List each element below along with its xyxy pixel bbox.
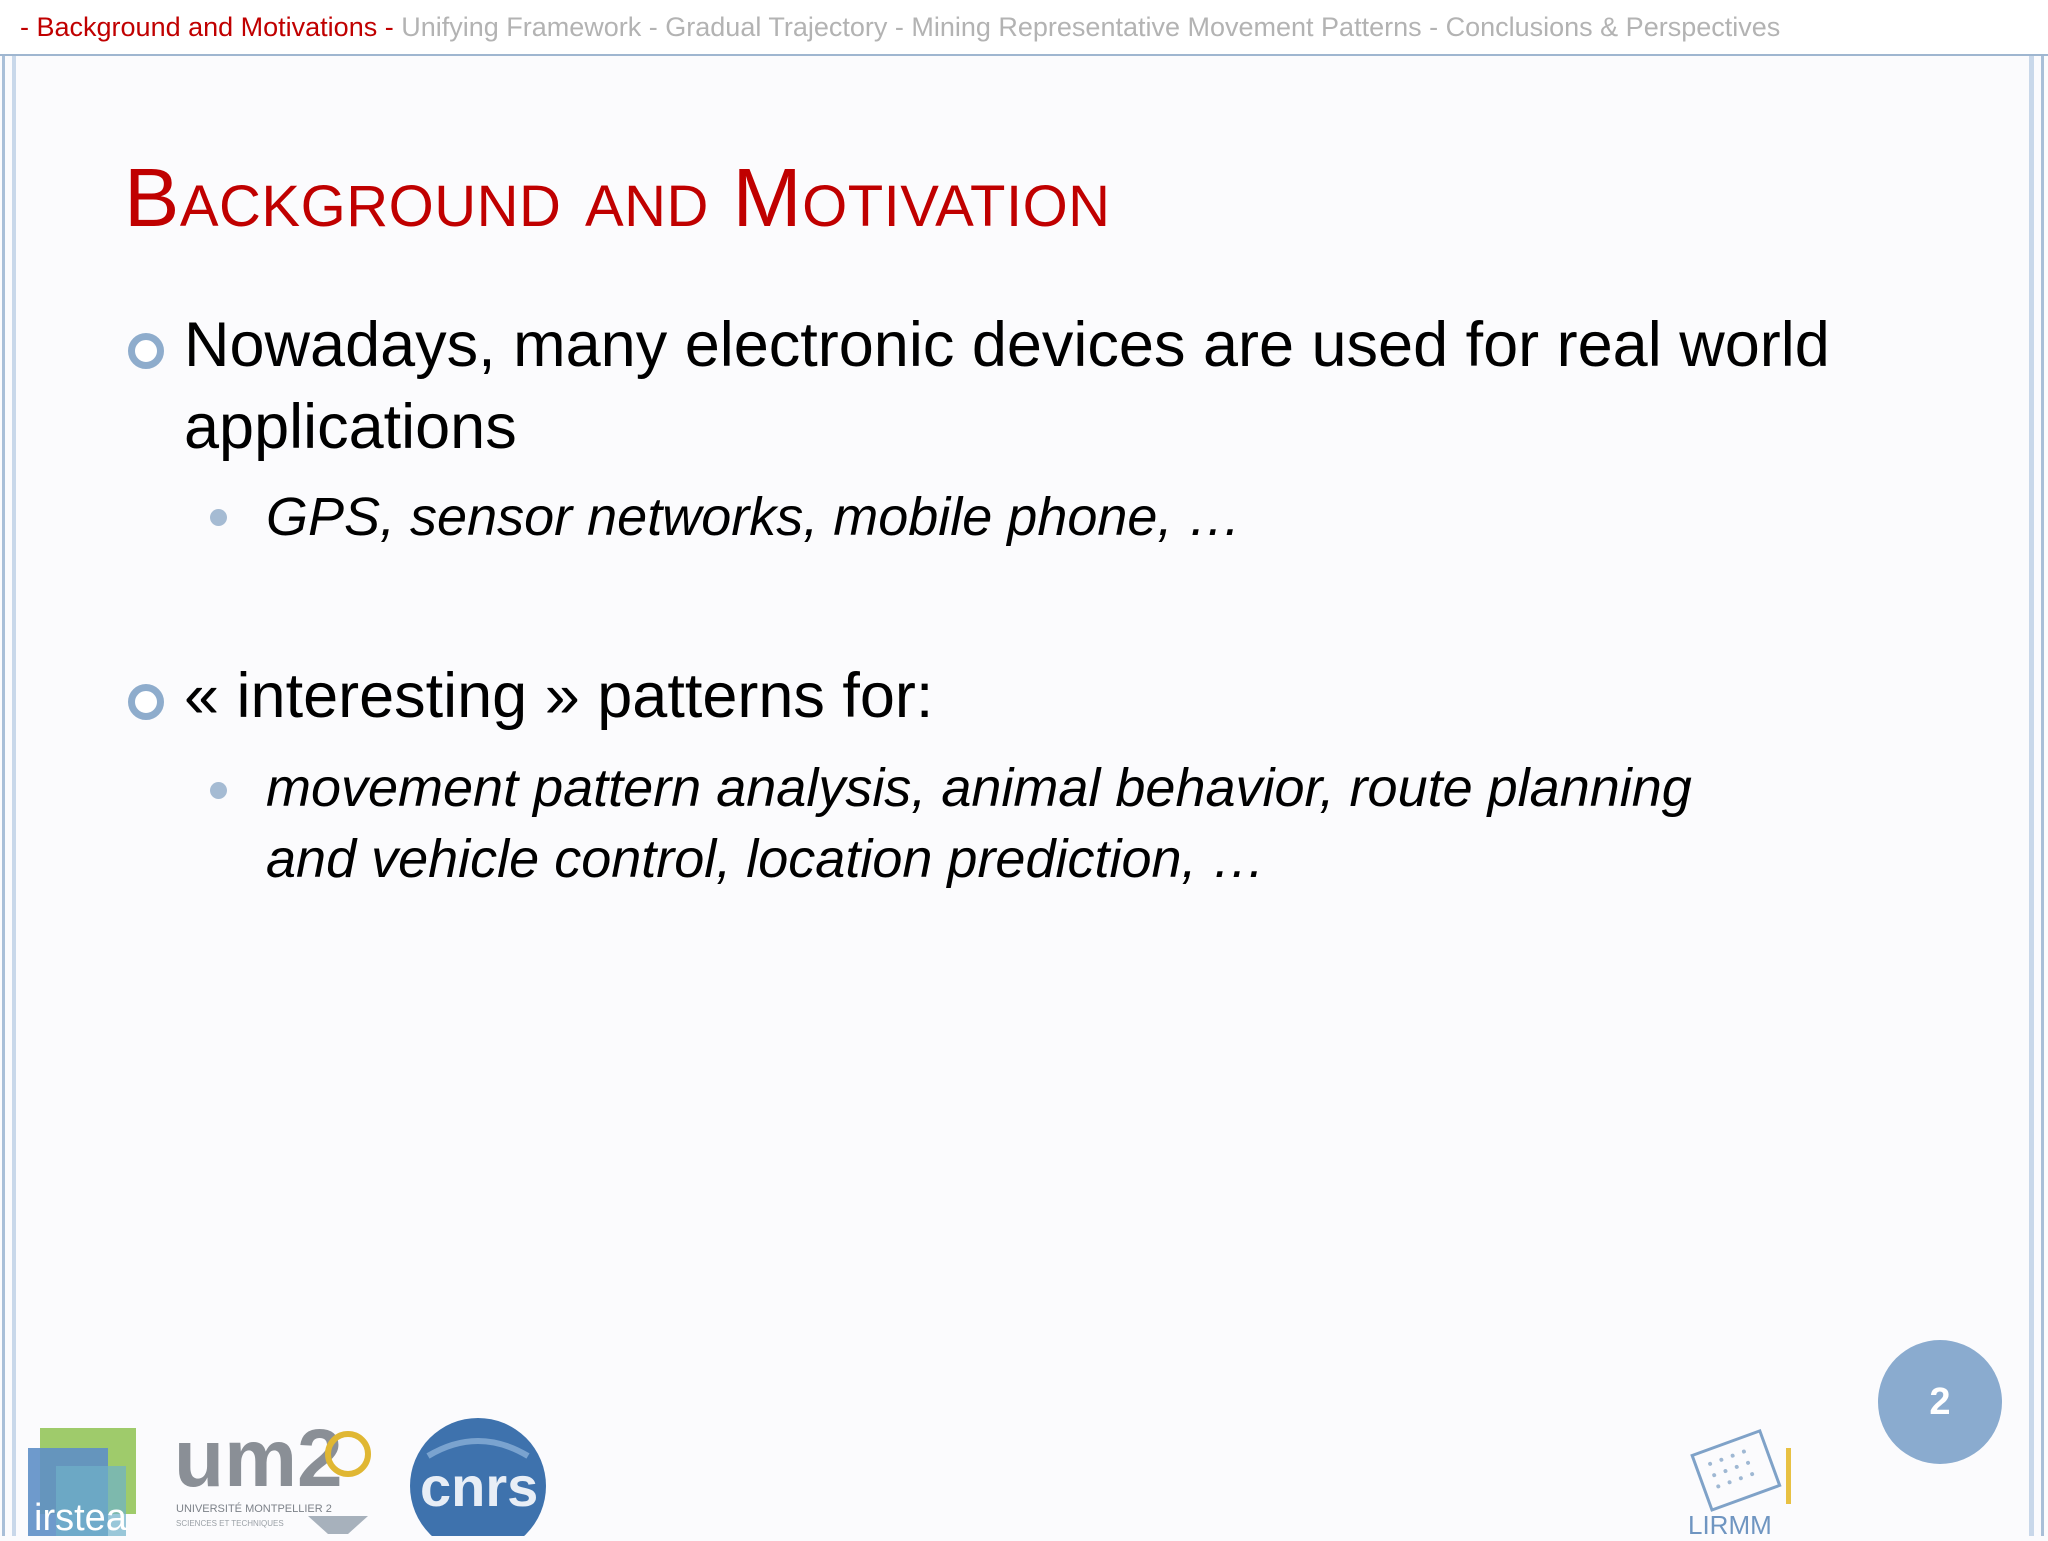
sub-bullet-dot-icon xyxy=(210,509,227,526)
svg-text:irstea: irstea xyxy=(34,1497,127,1536)
nav-separator: - xyxy=(377,12,402,42)
slide-frame-left-inner xyxy=(12,0,16,1536)
irstea-logo xyxy=(26,1426,140,1536)
nav-item-background[interactable]: Background and Motivations xyxy=(36,12,378,42)
bullet-circle-icon xyxy=(128,333,164,369)
um2-logo xyxy=(172,1424,388,1536)
slide-frame-right-inner xyxy=(2029,0,2034,1536)
page-number-badge: 2 xyxy=(1878,1340,2002,1464)
sub-bullet-2-text: movement pattern analysis, animal behavior, route planning and vehicle control, location prediction, … xyxy=(266,758,1692,889)
section-navigation-bar xyxy=(0,0,2048,56)
bullet-circle-icon xyxy=(128,684,164,720)
cnrs-logo xyxy=(408,1416,548,1536)
svg-text:UNIVERSITÉ MONTPELLIER 2: UNIVERSITÉ MONTPELLIER 2 xyxy=(176,1503,332,1515)
bullet-2-text: « interesting » patterns for: xyxy=(184,661,934,731)
svg-text:um2: um2 xyxy=(174,1424,343,1504)
nav-other-sections[interactable]: Unifying Framework - Gradual Trajectory - Mining Representative Movement Patterns - Conclusions & Perspectives xyxy=(401,12,1781,42)
sub-bullet-1-text: GPS, sensor networks, mobile phone, … xyxy=(266,487,1242,547)
sub-bullet-dot-icon xyxy=(210,782,227,799)
svg-text:LIRMM: LIRMM xyxy=(1688,1510,1772,1536)
lirmm-logo xyxy=(1686,1410,1796,1536)
svg-text:cnrs: cnrs xyxy=(420,1455,539,1518)
slide-frame-left xyxy=(2,0,5,1536)
section-navigation xyxy=(20,12,1780,43)
svg-text:SCIENCES ET TECHNIQUES: SCIENCES ET TECHNIQUES xyxy=(176,1519,284,1528)
slide-frame-right xyxy=(2041,0,2044,1536)
bullet-1-text: Nowadays, many electronic devices are used for real world applications xyxy=(184,310,1830,462)
slide-title: Background and Motivation xyxy=(124,151,1111,244)
nav-prefix: - xyxy=(20,12,37,42)
